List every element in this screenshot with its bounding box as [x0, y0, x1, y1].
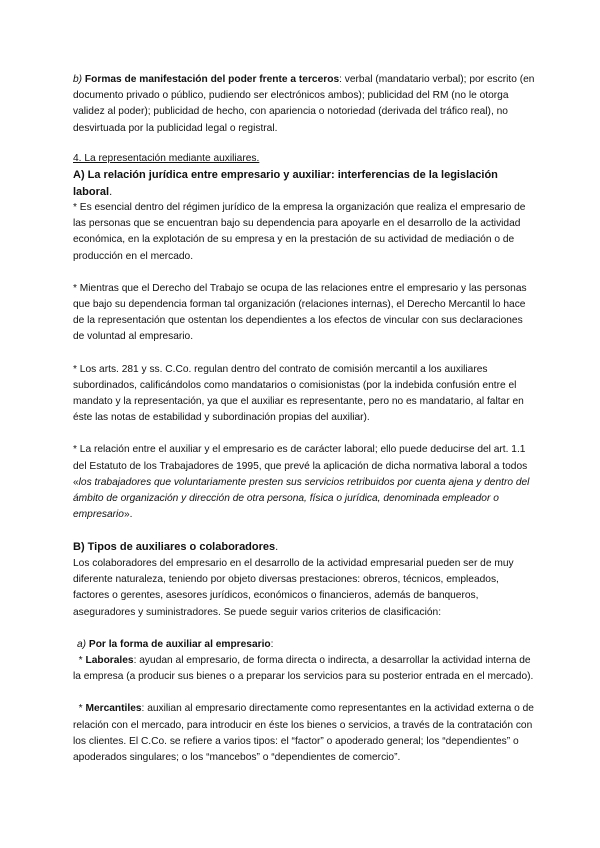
paragraph-a3: * Los arts. 281 y ss. C.Co. regulan dentro del contrato de comisión mercantil a los auxiliares subordinados, calificándolos como mandatarios o comisionistas (por la indebida confusión entre el mandato y la representación, ya que el auxiliar es representante, pero no es mandatario, al faltar en éste las notas de estabilidad y subordinación propias del auxiliar).: [73, 363, 524, 424]
paragraph-text: : verbal (mandatario verbal); por escrito (en documento privado o público, pudiendo ser electrónicos ambos); publicidad del RM (no le otorga validez al poder); publicidad de hecho, con apariencia o notoriedad (derivada del tráfico real), no desvirtuada por la publicidad legal o registral.: [73, 74, 535, 134]
laborales-title: Laborales: [85, 654, 134, 666]
criterion-title: Por la forma de auxiliar al empresario: [88, 638, 271, 650]
document-page: [73, 72, 535, 766]
quote-estatuto: los trabajadores que voluntariamente presten sus servicios retribuidos por cuenta ajena y dentro del ámbito de organización y dirección de otra persona, física o jurídica, denominada empleador o empresario: [73, 476, 530, 521]
criterion-label-a: a): [77, 638, 87, 650]
paragraph-a1: * Es esencial dentro del régimen jurídico de la empresa la organización que realiza el empresario de las personas que se encuentran bajo su dependencia para apoyarle en el desarrollo de la actividad económica, en la explotación de su empresa y en la prestación de su actividad de mediación o de producción en el mercado.: [73, 202, 526, 262]
mercantiles-title: Mercantiles: [85, 703, 142, 715]
paragraph-b-formas: [73, 72, 535, 137]
item-laborales: * Laborales: ayudan al empresario, de forma directa o indirecta, a desarrollar la actividad interna de la empresa (a producir sus bienes o a preparar los servicios para su posterior entrada en el mercado).: [73, 654, 534, 683]
item-mercantiles: * Mercantiles: auxilian al empresario directamente como representantes en la actividad externa o de relación con el mercado, para introducir en éste los bienes o servicios, a través de la contratación con los clientes. El C.Co. se refiere a varios tipos: el “factor” o apoderado general; los “dependientes” o apoderados singulares; o los “mancebos” o “dependientes de comercio”.: [73, 703, 534, 763]
criterion-a: a) Por la forma de auxiliar al empresario:: [77, 638, 274, 650]
paragraph-a2: * Mientras que el Derecho del Trabajo se ocupa de las relaciones entre el empresario y las personas que bajo su dependencia forman tal organización (relaciones internas), el Derecho Mercantil lo hace de la representación que ostentan los dependientes a los efectos de vincular con sus declaraciones de voluntad al empresario.: [73, 282, 527, 343]
subsection-b-title: B) Tipos de auxiliares o colaboradores.: [73, 541, 279, 554]
section-4-title: 4. La representación mediante auxiliares.: [73, 152, 260, 164]
paragraph-a4: * La relación entre el auxiliar y el empresario es de carácter laboral; ello puede deducirse del art. 1.1 del Estatuto de los Trabajadores de 1995, que prevé la aplicación de dicha normativa laboral a todos «los trabajadores que voluntariamente presten sus servicios retribuidos por cuenta ajena y dentro del ámbito de organización y dirección de otra persona, física o jurídica, denominada empleador o empresario».: [73, 444, 530, 521]
heading-formas: Formas de manifestación del poder frente a terceros: [84, 74, 340, 85]
subsection-a-title: A) La relación jurídica entre empresario y auxiliar: interferencias de la legislación laboral.: [73, 169, 498, 198]
paragraph-b1: Los colaboradores del empresario en el desarrollo de la actividad empresarial pueden ser de muy diferente naturaleza, teniendo por objeto diversas prestaciones: obreros, técnicos, empleados, factores o gerentes, asesores jurídicos, económicos o financieros, además de banqueros, aseguradores y suministradores. Se puede seguir varios criterios de clasificación:: [73, 557, 514, 618]
item-label-b: b): [73, 74, 83, 85]
